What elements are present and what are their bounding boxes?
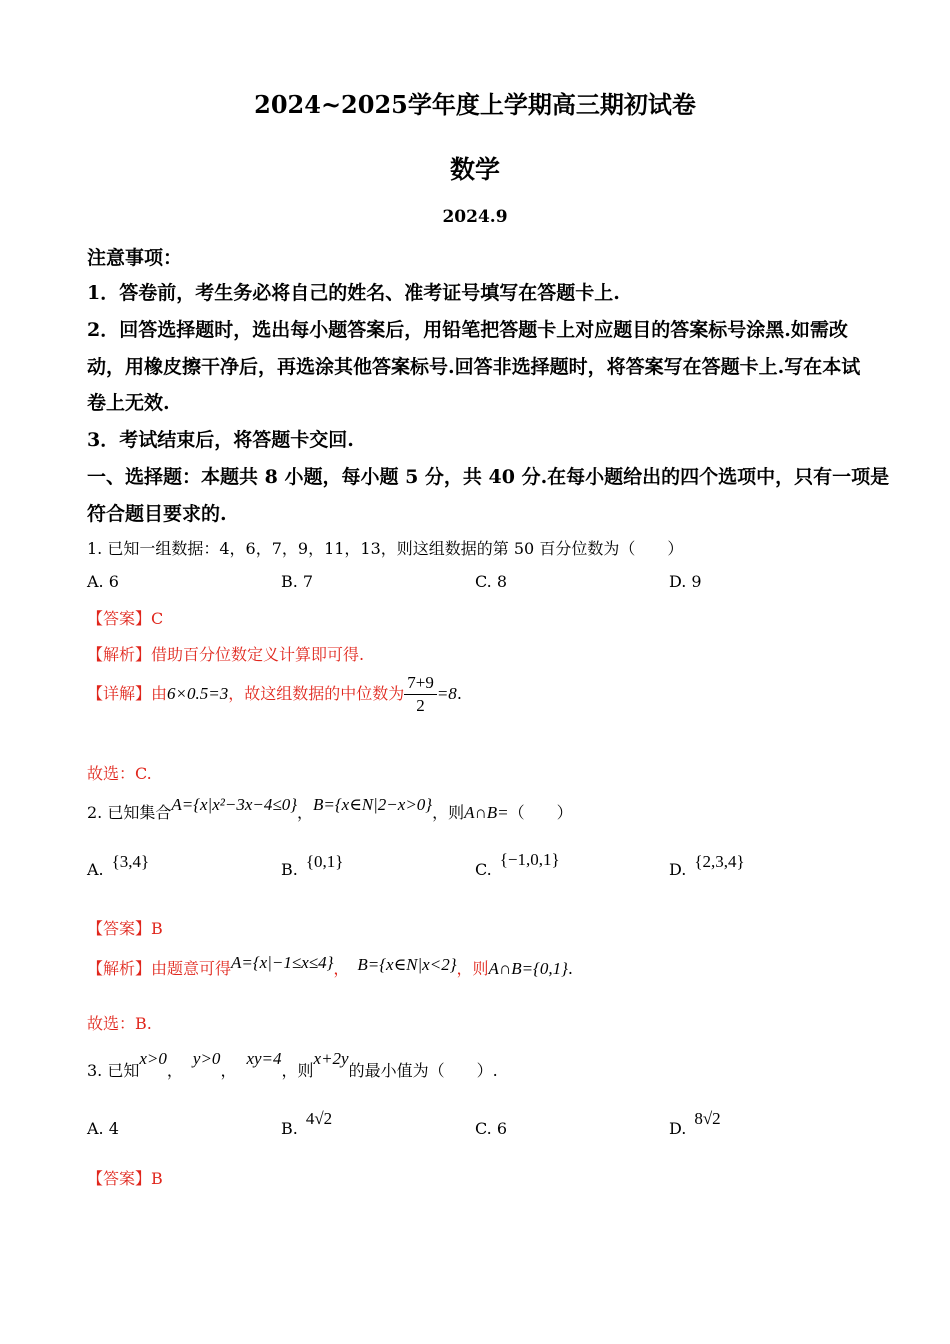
q2-option-d-value: {2,3,4} xyxy=(694,852,745,871)
q1-answer: 【答案】C xyxy=(87,609,164,628)
q3-option-d-label: D. xyxy=(669,1119,687,1138)
note-2-line-1: 2．回答选择题时，选出每小题答案后，用铅笔把答题卡上对应题目的答案标号涂黑.如需改 xyxy=(87,319,848,341)
q3-sep-1: ， xyxy=(166,1061,183,1080)
q2-option-c xyxy=(475,850,560,880)
q3-condition-3: xy=4 xyxy=(246,1049,282,1068)
q2-analysis xyxy=(87,953,573,979)
q2-set-a: A={x|x²−3x−4≤0} xyxy=(171,795,297,814)
q2-stem-mid: ，则 xyxy=(432,803,465,822)
section-heading-line-1: 一、选择题：本题共 8 小题，每小题 5 分，共 40 分.在每小题给出的四个选项中，只有一项是 xyxy=(87,466,890,488)
q2-analysis-set-b: B={x∈N|x<2} xyxy=(357,955,457,974)
q2-stem-prefix: 2. 已知集合 xyxy=(87,803,172,822)
q2-option-c-value: {−1,0,1} xyxy=(499,850,560,869)
note-2-line-2: 动，用橡皮擦干净后，再选涂其他答案标号.回答非选择题时，将答案写在答题卡上.写在本试 xyxy=(87,356,861,378)
q2-option-b xyxy=(281,852,344,880)
q2-answer: 【答案】B xyxy=(87,919,163,938)
q2-option-b-value: {0,1} xyxy=(305,852,344,871)
q3-expression: x+2y xyxy=(313,1049,349,1068)
q3-stem-then: ，则 xyxy=(281,1061,314,1080)
q1-fraction-numerator: 7+9 xyxy=(404,672,437,695)
q2-analysis-end: . xyxy=(567,959,573,978)
subject-title: 数学 xyxy=(449,155,500,184)
q1-choose: 故选：C. xyxy=(87,764,152,783)
q3-option-d-value: 8√2 xyxy=(694,1109,721,1128)
q3-stem-prefix: 3. 已知 xyxy=(87,1061,140,1080)
q2-choose: 故选：B. xyxy=(87,1014,152,1033)
q3-stem xyxy=(87,1049,498,1081)
q1-option-c: C. 8 xyxy=(475,572,508,591)
q3-sep-2: ， xyxy=(220,1061,237,1080)
exam-date: 2024.9 xyxy=(442,207,508,227)
q3-option-b xyxy=(281,1109,333,1139)
q3-option-b-label: B. xyxy=(281,1119,298,1138)
q1-option-a: A. 6 xyxy=(87,572,119,591)
paper-title: 2024~2025学年度上学期高三期初试卷 xyxy=(254,90,696,119)
note-2-line-3: 卷上无效. xyxy=(87,392,170,414)
q1-fraction xyxy=(404,672,437,717)
q2-analysis-comma: ， xyxy=(333,959,350,978)
q2-option-a-label: A. xyxy=(87,860,104,879)
q1-detail-mid: ，故这组数据的中位数为 xyxy=(228,684,405,703)
q3-answer: 【答案】B xyxy=(87,1169,163,1188)
q2-option-a-value: {3,4} xyxy=(111,852,150,871)
q2-option-c-label: C. xyxy=(475,860,492,879)
q3-option-a: A. 4 xyxy=(87,1119,119,1138)
q2-analysis-set-a: A={x|−1≤x≤4} xyxy=(231,953,334,972)
q2-option-d xyxy=(669,852,745,880)
note-1: 1．答卷前，考生务必将自己的姓名、准考证号填写在答题卡上. xyxy=(87,282,620,304)
q2-comma: ， xyxy=(297,803,314,822)
q2-option-d-label: D. xyxy=(669,860,687,879)
q2-analysis-prefix: 【解析】由题意可得 xyxy=(87,959,232,978)
note-3: 3．考试结束后，将答题卡交回. xyxy=(87,429,354,451)
q1-detail-end: . xyxy=(456,684,462,703)
q2-analysis-then: ，则 xyxy=(456,959,489,978)
q2-option-a xyxy=(87,852,150,880)
q1-fraction-result: =8 xyxy=(436,684,457,703)
q2-stem-end: （ ） xyxy=(508,803,573,822)
q1-stem: 1. 已知一组数据：4，6，7，9，11，13，则这组数据的第 50 百分位数为（ ） xyxy=(87,539,684,558)
q1-option-d: D. 9 xyxy=(669,572,702,591)
notes-heading: 注意事项： xyxy=(87,247,183,269)
q1-detail-prefix: 【详解】由 xyxy=(87,684,168,703)
q1-analysis: 【解析】借助百分位数定义计算即可得. xyxy=(87,645,365,664)
section-heading-line-2: 符合题目要求的. xyxy=(87,503,227,525)
q2-set-b: B={x∈N|2−x>0} xyxy=(313,795,433,814)
q3-option-b-value: 4√2 xyxy=(305,1109,333,1128)
q3-option-c: C. 6 xyxy=(475,1119,508,1138)
q2-analysis-result: A∩B={0,1} xyxy=(488,959,568,978)
q1-detail xyxy=(87,672,462,717)
q1-detail-math: 6×0.5=3 xyxy=(167,684,229,703)
q2-stem xyxy=(87,795,573,823)
q1-option-b: B. 7 xyxy=(281,572,314,591)
q3-condition-2: y>0 xyxy=(192,1049,221,1068)
q3-option-d xyxy=(669,1109,721,1139)
q2-option-b-label: B. xyxy=(281,860,298,879)
q3-condition-1: x>0 xyxy=(139,1049,167,1068)
q1-fraction-denominator: 2 xyxy=(416,696,425,715)
q2-intersect: A∩B= xyxy=(464,803,509,822)
q3-stem-end: 的最小值为（ ）. xyxy=(348,1061,498,1080)
